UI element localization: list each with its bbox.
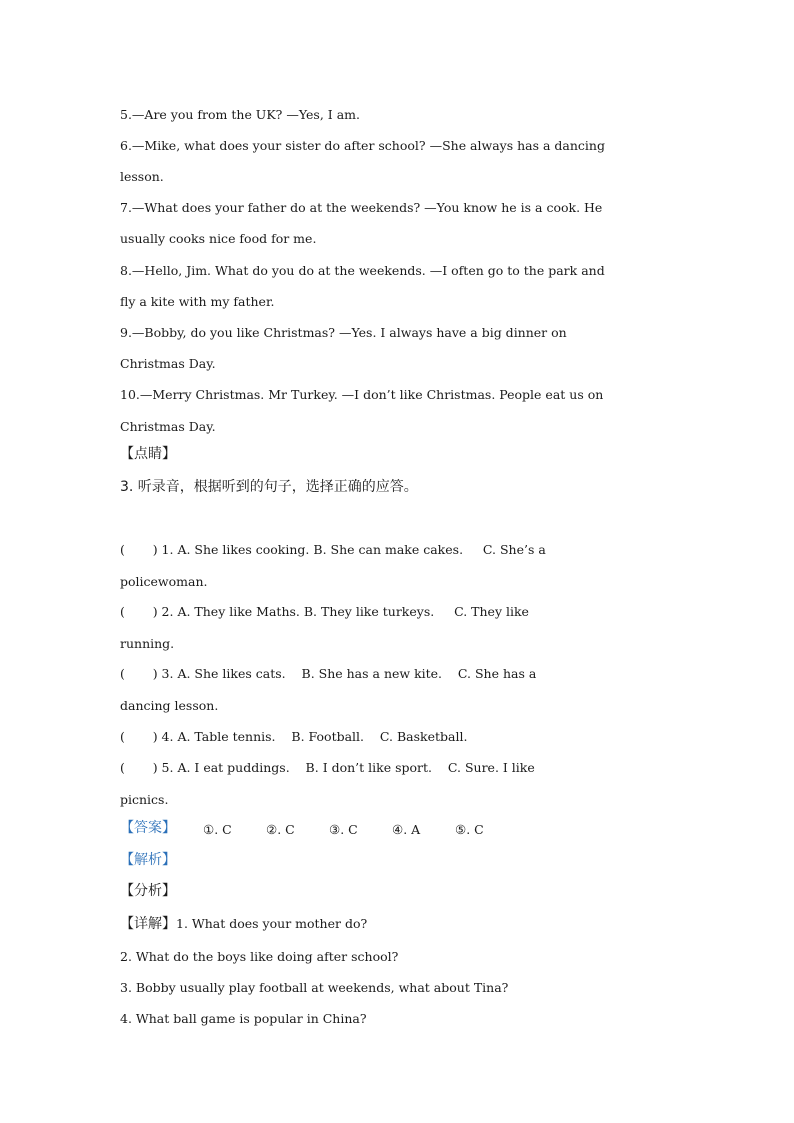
- dianjing-label: 【点睛】: [120, 446, 176, 462]
- transcript-line: 5.—Are you from the UK? —Yes, I am.: [120, 107, 360, 122]
- detail-line: 2. What do the boys like doing after school?: [120, 949, 399, 964]
- transcript-line: Christmas Day.: [120, 356, 216, 371]
- answer-item: ②. C: [266, 822, 295, 837]
- analysis-label: 【解析】: [120, 852, 176, 868]
- transcript-line: 9.—Bobby, do you like Christmas? —Yes. I always have a big dinner on: [120, 325, 567, 340]
- xiangjie-label: 【详解】: [120, 916, 176, 932]
- section-title: 3. 听录音，根据听到的句子，选择正确的应答。: [120, 479, 418, 495]
- transcript-line: Christmas Day.: [120, 419, 216, 434]
- question-line: running.: [120, 636, 175, 651]
- answer-item: ③. C: [329, 822, 358, 837]
- answer-item: ④. A: [392, 822, 421, 837]
- question-line: ( ) 1. A. She likes cooking. B. She can make cakes. C. She’s a: [120, 542, 546, 557]
- detail-line: 3. Bobby usually play football at weekends, what about Tina?: [120, 980, 509, 995]
- question-line: dancing lesson.: [120, 698, 219, 713]
- question-line: ( ) 3. A. She likes cats. B. She has a new kite. C. She has a: [120, 666, 537, 681]
- question-line: picnics.: [120, 792, 169, 807]
- detail-line: 1. What does your mother do?: [176, 916, 368, 931]
- fenxi-label: 【分析】: [120, 883, 176, 899]
- answer-item: ⑤. C: [455, 822, 484, 837]
- answer-label: 【答案】: [120, 820, 176, 836]
- transcript-line: 7.—What does your father do at the weekends? —You know he is a cook. He: [120, 200, 603, 215]
- question-line: ( ) 5. A. I eat puddings. B. I don’t like sport. C. Sure. I like: [120, 760, 535, 775]
- transcript-line: fly a kite with my father.: [120, 294, 275, 309]
- detail-row: [120, 916, 367, 932]
- transcript-line: 8.—Hello, Jim. What do you do at the weekends. —I often go to the park and: [120, 263, 605, 278]
- transcript-line: usually cooks nice food for me.: [120, 231, 317, 246]
- question-line: ( ) 4. A. Table tennis. B. Football. C. Basketball.: [120, 729, 468, 744]
- transcript-line: 10.—Merry Christmas. Mr Turkey. —I don’t like Christmas. People eat us on: [120, 387, 604, 402]
- answer-item: ①. C: [203, 822, 232, 837]
- transcript-line: lesson.: [120, 169, 164, 184]
- detail-line: 4. What ball game is popular in China?: [120, 1011, 367, 1026]
- transcript-line: 6.—Mike, what does your sister do after school? —She always has a dancing: [120, 138, 605, 153]
- question-line: policewoman.: [120, 574, 208, 589]
- question-line: ( ) 2. A. They like Maths. B. They like turkeys. C. They like: [120, 604, 529, 619]
